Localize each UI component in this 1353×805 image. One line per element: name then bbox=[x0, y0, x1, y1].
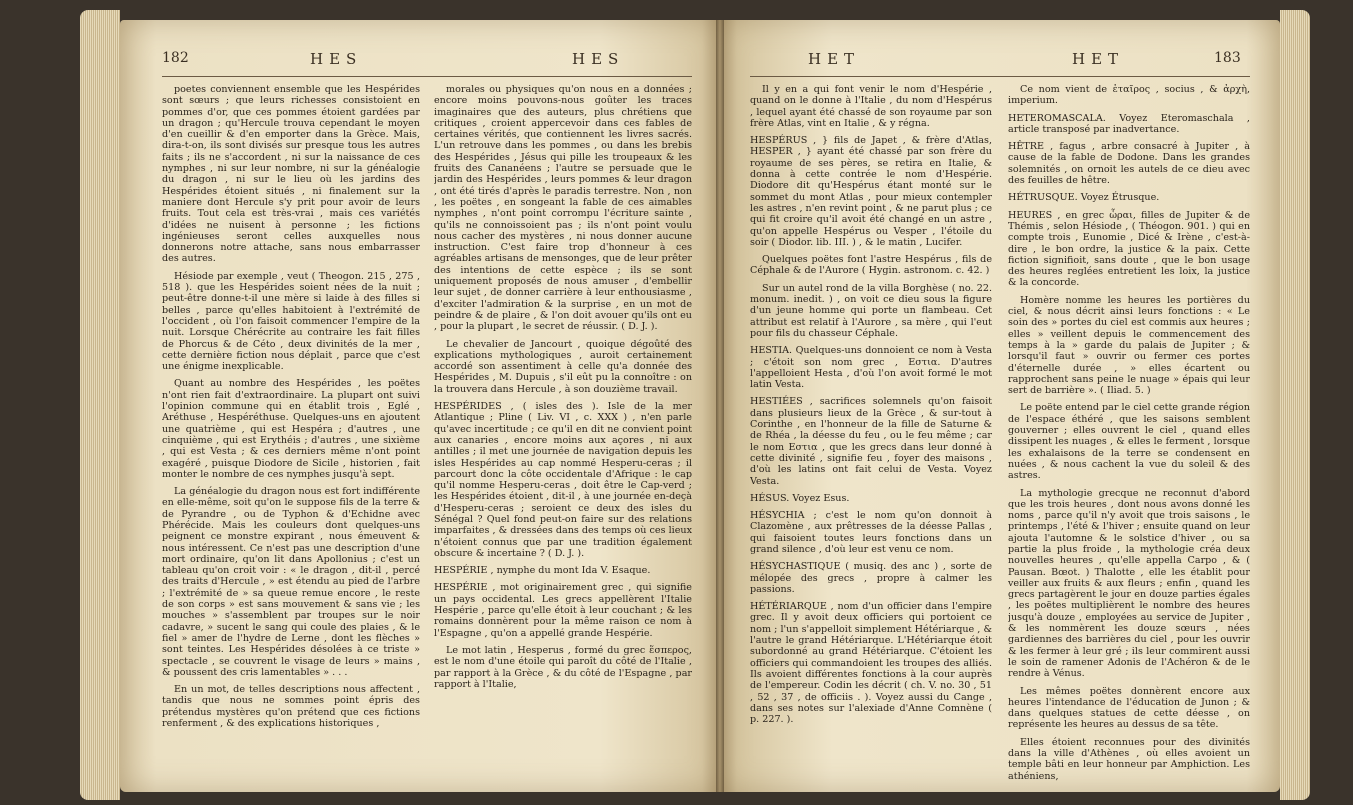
paragraph: Ce nom vient de ἑταῖρος , socius , & ἀρχὴ, imperium. bbox=[1008, 84, 1250, 107]
left-page bbox=[120, 20, 720, 792]
running-head: HET bbox=[1072, 50, 1125, 68]
paragraph: En un mot, de telles descriptions nous affectent , tandis que nous ne sommes point épris des prétendus mystères qu'on prétend que ces fictions renferment , & des explications historiques , bbox=[162, 684, 420, 730]
paragraph: Hésiode par exemple , veut ( Theogon. 215 , 275 , 518 ). que les Hespérides soient nées de la nuit ; peut-être donne-t-il une mère si laide à des filles si belles , parce qu'elles habitoient à l'extrémité de l'occident , où l'on faisoit commencer l'empire de la nuit. Lorsque Chérécrite au contraire les fait filles de Phorcus & de Céto , deux divinités de la mer , cette dernière fiction nous déplait , parce que c'est une énigme inexplicable. bbox=[162, 270, 420, 373]
page-number: 182 bbox=[162, 50, 189, 66]
left-page-edges bbox=[80, 10, 120, 800]
text-column bbox=[162, 84, 420, 784]
header-rule bbox=[750, 76, 1250, 77]
paragraph: Elles étoient reconnues pour des divinités dans la ville d'Athènes , où elles avoient un temple bâti en leur honneur par Amphiction. Les athéniens, bbox=[1008, 736, 1250, 782]
text-column bbox=[750, 84, 992, 784]
running-head: HET bbox=[808, 50, 861, 68]
paragraph: Le poëte entend par le ciel cette grande région de l'espace éthéré , que les saisons semblent gouverner ; elles ouvrent le ciel , quand elles dissipent les nuages , & elles le ferment , lorsque les exhalaisons de la terre se condensent en nuées , & nous cachent la vue du soleil & des astres. bbox=[1008, 402, 1250, 482]
paragraph: HÉSYCHASTIQUE ( musiq. des anc ) , sorte de mélopée des grecs , propre à calmer les passions. bbox=[750, 561, 992, 595]
book-gutter bbox=[716, 20, 724, 792]
paragraph: poetes conviennent ensemble que les Hespérides sont sœurs ; que leurs richesses consistoient en pommes d'or, que ces pommes étoient gardées par un dragon ; qu'Hercule trouva cependant le moyen d'en cueillir & d'en emporter dans la Grèce. Mais, dira-t-on, ils sont divisés sur presque tous les autres faits ; ils ne s'accordent , ni sur la naissance de ces nymphes , ni sur leur nombre, ni sur la généalogie du dragon , ni sur le lieu où les jardins des Hespérides étoient situés , ni finalement sur la maniere dont Hercule s'y prit pour avoir de leurs fruits. Tout cela est très-vrai , mais ces variétés d'idées ne nuisent à personne ; les fictions ingénieuses seront celles auxquelles nous donnerons notre attache, sans nous embarrasser des autres. bbox=[162, 84, 420, 265]
paragraph: Quant au nombre des Hespérides , les poëtes n'ont rien fait d'extraordinaire. La plupart ont suivi l'opinion commune qui en établit trois , Eglé , Aréthuse , Hespéréthuse. Quelques-uns en ajoutent une quatrième , qui est Hespéra ; d'autres , une cinquième , qui est Erythéis ; d'autres , une sixième , qui est Vesta ; & ces derniers même n'ont point exagéré , puisque Diodore de Sicile , historien , fait monter le nombre de ces nymphes jusqu'à sept. bbox=[162, 378, 420, 480]
paragraph: Il y en a qui font venir le nom d'Hespérie , quand on le donne à l'Italie , du nom d'Hespérus , lequel ayant été chassé de son royaume par son frère Atlas, vint en Italie , & y régna. bbox=[750, 84, 992, 129]
paragraph: HÉSUS. Voyez Esus. bbox=[750, 492, 850, 504]
paragraph: HEURES , en grec ὧραι, filles de Jupiter & de Thémis , selon Hésiode , ( Théogon. 901. ) qui en compte trois , Eunomie , Dicé & Irène , c'est-à-dire , le bon ordre, la justice & la paix. Cette fiction signifioit, sans doute , que le bon usage des heures reglées entretient les loix, la justice & la concorde. bbox=[1008, 209, 1250, 289]
paragraph: Le mot latin , Hesperus , formé du grec ἕσπερος, est le nom d'une étoile qui paroît du côté de l'Italie , par rapport à la Grèce , & du côté de l'Espagne , par rapport à l'Italie, bbox=[434, 644, 692, 690]
paragraph: La mythologie grecque ne reconnut d'abord que les trois heures , dont nous avons donné les noms , parce qu'il n'y avoit que trois saisons , le printemps , l'été & l'hiver ; ensuite quand on leur ajouta l'automne & le solstice d'hiver , ou sa partie la plus froide , la mythologie créa deux nouvelles heures , qu'elle appella Carpo , & ( Pausan. Bœot. ) Thalotte , elle les établit pour veiller aux fruits & aux fleurs ; enfin , quand les grecs partagèrent le jour en douze parties égales , les poëtes multiplièrent le nombre des heures jusqu'à douze , employées au service de Jupiter , & les nommèrent les douze sœurs , nées gardiennes des barrières du ciel , pour les ouvrir & les fermer à leur gré ; ils leur commirent aussi le soin de ramener Adonis de l'Achéron & de le rendre à Vénus. bbox=[1008, 487, 1250, 680]
paragraph: HESTIA. Quelques-uns donnoient ce nom à Vesta ; c'étoit son nom grec , Εστια. D'autres l'appelloient Hesta , d'où l'on avoit formé le mot latin Vesta. bbox=[750, 345, 992, 391]
page-number: 183 bbox=[1214, 50, 1241, 66]
paragraph: HESPÉRUS , } fils de Japet , & frère d'Atlas, HESPER , } ayant été chassé par son frère du royaume de ses pères, se retira en Italie, & donna à cette contrée le nom d'Hespérie. Diodore dit qu'Hespérus étant monté sur le sommet du mont Atlas , pour mieux contempler les astres , n'en revint point , & ne parut plus ; ce qui fit croire qu'il avoit été changé en un astre , qu'on appelle Hespérus ou Vesper , l'étoile du soir ( Diodor. lib. III. ) , & le matin , Lucifer. bbox=[750, 135, 992, 248]
paragraph: Le chevalier de Jancourt , quoique dégoûté des explications mythologiques , auroit certainement accordé son assentiment à celle qu'a donnée des Hespérides , M. Dupuis , s'il eût pu la connoître : on la trouvera dans Hercule , à son douzième travail. bbox=[434, 338, 692, 395]
paragraph: Les mêmes poëtes donnèrent encore aux heures l'intendance de l'éducation de Junon ; & dans quelques statues de cette déesse , on représente les heures au dessus de sa tête. bbox=[1008, 685, 1250, 731]
paragraph: HÉTÉRIARQUE , nom d'un officier dans l'empire grec. Il y avoit deux officiers qui portoient ce nom ; l'un s'appelloit simplement Hétériarque , & l'autre le grand Hétériarque. L'Hétériarque étoit subordonné au grand Hétériarque. C'étoient les officiers qui commandoient les troupes des alliés. Ils avoient différentes fonctions à la cour auprès de l'empereur. Codin les décrit ( ch. V. no. 30 , 51 , 52 , 37 , de officiis . ). Voyez aussi du Cange , dans ses notes sur l'alexiade d'Anne Comnène ( p. 227. ). bbox=[750, 601, 992, 726]
running-head: HES bbox=[310, 50, 363, 68]
paragraph: Sur un autel rond de la villa Borghèse ( no. 22. monum. inedit. ) , on voit ce dieu sous la figure d'un jeune homme qui porte un flambeau. Cet attribut est relatif à l'Aurore , sa mère , qui l'eut pour fils du chasseur Céphale. bbox=[750, 282, 992, 339]
book-spread bbox=[80, 10, 1310, 800]
running-head: HES bbox=[572, 50, 625, 68]
paragraph: HÉTRUSQUE. Voyez Étrusque. bbox=[1008, 192, 1160, 204]
paragraph: Homère nomme les heures les portières du ciel, & nous décrit ainsi leurs fonctions : « Le soin des » portes du ciel est commis aux heures ; elles » veillent depuis le commencement des temps à la » garde du palais de Jupiter ; & lorsqu'il faut » ouvrir ou fermer ces portes d'éternelle durée , » elles écartent ou rapprochent sans peine le nuage » épais qui leur sert de barrière ». ( Iliad. 5. ) bbox=[1008, 294, 1250, 397]
paragraph: HÉSYCHIA ; c'est le nom qu'on donnoit à Clazomène , aux prêtresses de la déesse Pallas , qui faisoient toutes leurs fonctions dans un grand silence , d'où leur est venu ce nom. bbox=[750, 510, 992, 555]
paragraph: La généalogie du dragon nous est fort indifférente en elle-même, soit qu'on le suppose fils de la terre & de Pyrandre , ou de Typhon & d'Echidne avec Phérécide. Mais les couleurs dont quelques-uns peignent ce monstre expirant , nous émeuvent & nous intéressent. Ce n'est pas une description d'une mort ordinaire, qu'on lit dans Apollonius ; c'est un tableau qu'on croit voir : « le dragon , dit-il , percé des traits d'Hercule , » est étendu au pied de l'arbre ; l'extrémité de » sa queue remue encore , le reste de son corps » est sans mouvement & sans vie ; les mouches » s'assemblent par troupes sur le noir cadavre, » sucent le sang qui coule des plaies , & le fiel » amer de l'hydre de Lerne , dont les flèches » sont teintes. Les Hespérides désolées à ce triste » spectacle , se couvrent le visage de leurs » mains , & poussent des cris lamentables » . . . bbox=[162, 486, 420, 678]
paragraph: morales ou physiques qu'on nous en a données ; encore moins pouvons-nous goûter les traces imaginaires que des auteurs, plus chrétiens que critiques , croient appercevoir dans ces fables de certaines vérités, que contiennent les livres sacrés. L'un retrouve dans les pommes , ou dans les brebis des Hespérides , Jésus qui pille les troupeaux & les fruits des Cananéens ; l'autre se persuade que le jardin des Hespérides , leurs pommes & leur dragon , ont été tirés d'après le paradis terrestre. Non , non , les poëtes , en songeant la fable de ces aimables nymphes , n'ont point corrompu l'écriture sainte , qu'ils ne connoissoient pas ; ils n'ont point voulu nous cacher des mystères , ni nous donner aucune instruction. C'est faire trop d'honneur à ces agréables artisans de mensonges, que de leur prêter des intentions de cette espèce ; ils se sont uniquement proposés de nous amuser , d'embellir leur sujet , de donner carrière à leur enthousiasme , d'exciter l'admiration & la surprise , en un mot de peindre & de plaire , & l'on doit avouer qu'ils ont eu , pour la plupart , le secret de réussir. ( D. J. ). bbox=[434, 84, 692, 333]
header-rule bbox=[162, 76, 692, 77]
paragraph: HESPÉRIDES , ( isles des ). Isle de la mer Atlantique ; Pline ( Liv. VI , c. XXX ) , n'en parle qu'avec incertitude ; ce qu'il en dit ne convient point aux canaries , encore moins aux açores , ni aux antilles ; il met une journée de navigation depuis les isles Hespérides au cap nommé Hesperu-ceras ; il parcourt donc la côte occidentale d'Afrique : le cap qu'il nomme Hesperu-ceras , doit être le Cap-verd ; les Hespérides étoient , dit-il , à une journée en-deçà d'Hesperu-ceras ; seroient ce deux des isles du Sénégal ? Quel fond peut-on faire sur des relations imparfaites , & dressées dans des temps où ces lieux n'étoient connus que par une tradition également obscure & incertaine ? ( D. J. ). bbox=[434, 401, 692, 559]
right-page bbox=[720, 20, 1280, 792]
paragraph: HÊTRE , fagus , arbre consacré à Jupiter , à cause de la fable de Dodone. Dans les grandes solemnités , on ornoit les autels de ce dieu avec des feuilles de hêtre. bbox=[1008, 141, 1250, 187]
paragraph: HESTIÉES , sacrifices solemnels qu'on faisoit dans plusieurs lieux de la Grèce , & sur-tout à Corinthe , en l'honneur de la fille de Saturne & de Rhéa , la déesse du feu , ou le feu même ; car le nom Εστια , que les grecs dans leur donné à cette divinité , signifie feu , foyer des maisons , d'où les latins ont fait celui de Vesta. Voyez Vesta. bbox=[750, 396, 992, 487]
text-column bbox=[434, 84, 692, 784]
paragraph: HESPÉRIE , mot originairement grec , qui signifie un pays occidental. Les grecs appellèrent l'Italie Hespérie , parce qu'elle étoit à leur couchant ; & les romains donnèrent pour la même raison ce nom à l'Espagne , qu'on a appellé grande Hespérie. bbox=[434, 582, 692, 639]
right-page-edges bbox=[1280, 10, 1310, 800]
paragraph: Quelques poëtes font l'astre Hespérus , fils de Céphale & de l'Aurore ( Hygin. astronom. c. 42. ) bbox=[750, 254, 992, 277]
paragraph: HESPÉRIE , nymphe du mont Ida V. Esaque. bbox=[434, 565, 651, 577]
paragraph: HETEROMASCALA. Voyez Eteromaschala , article transposé par inadvertance. bbox=[1008, 112, 1250, 135]
text-column bbox=[1008, 84, 1250, 784]
